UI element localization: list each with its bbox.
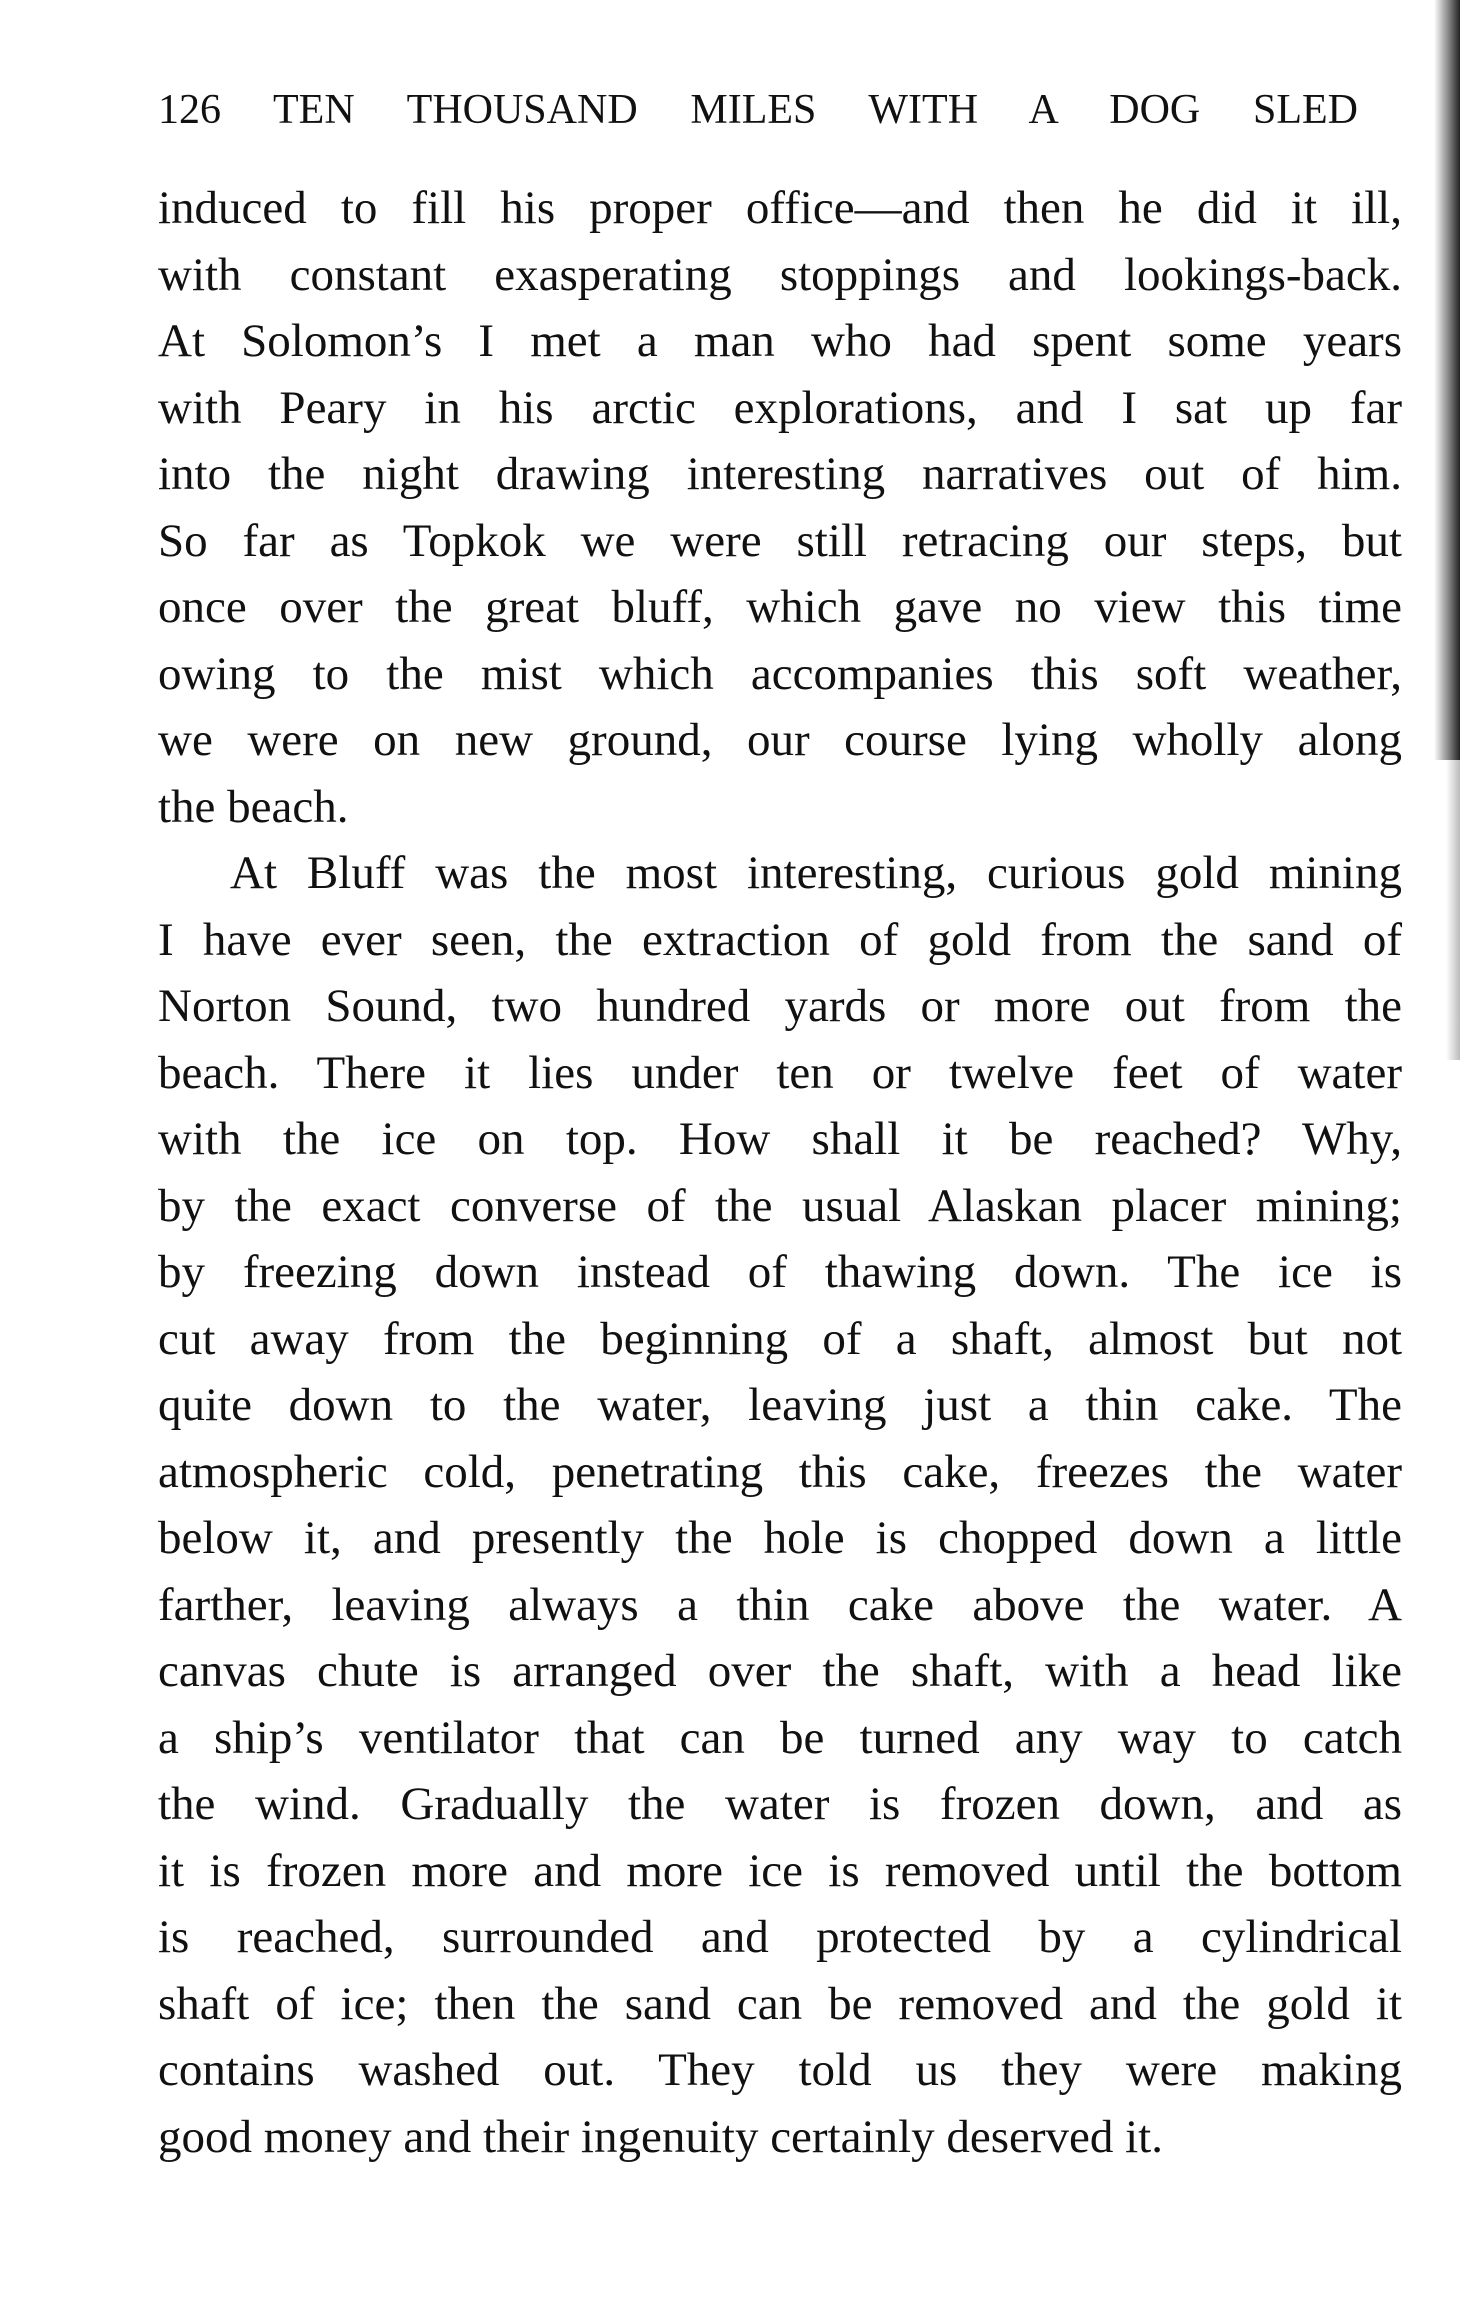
text-line: with the ice on top. How shall it be reached? Why, bbox=[158, 1113, 1402, 1165]
text-line: with constant exasperating stoppings and lookings-back. bbox=[158, 248, 1402, 301]
scan-edge-shadow bbox=[1434, 0, 1460, 760]
paragraph bbox=[158, 840, 1402, 2170]
text-line: beach. There it lies under ten or twelve feet of water bbox=[158, 1046, 1402, 1099]
text-line: a ship’s ventilator that can be turned any way to catch bbox=[158, 1711, 1402, 1764]
text-line: cut away from the beginning of a shaft, almost but not bbox=[158, 1312, 1402, 1365]
running-header bbox=[158, 82, 1358, 138]
text-line: Norton Sound, two hundred yards or more out from the bbox=[158, 980, 1402, 1032]
running-title: TEN THOUSAND MILES WITH A DOG SLED bbox=[273, 87, 1358, 133]
text-line: I have ever seen, the extraction of gold from the sand of bbox=[158, 913, 1402, 966]
text-line: farther, leaving always a thin cake above the water. A bbox=[158, 1578, 1402, 1631]
text-line: we were on new ground, our course lying wholly along bbox=[158, 714, 1402, 766]
text-line: with Peary in his arctic explorations, and I sat up far bbox=[158, 381, 1402, 434]
text-line: the wind. Gradually the water is frozen down, and as bbox=[158, 1778, 1402, 1830]
text-line: the beach. bbox=[158, 780, 349, 833]
body-text bbox=[158, 175, 1402, 2170]
text-line: by the exact converse of the usual Alaskan placer mining; bbox=[158, 1179, 1402, 1232]
text-line: below it, and presently the hole is chopped down a little bbox=[158, 1512, 1402, 1564]
text-line: canvas chute is arranged over the shaft, with a head like bbox=[158, 1645, 1402, 1697]
text-line: shaft of ice; then the sand can be removed and the gold it bbox=[158, 1977, 1402, 2030]
text-line: So far as Topkok we were still retracing our steps, but bbox=[158, 514, 1402, 567]
text-line: once over the great bluff, which gave no view this time bbox=[158, 581, 1402, 633]
text-line: atmospheric cold, penetrating this cake, freezes the water bbox=[158, 1445, 1402, 1498]
text-line: At Solomon’s I met a man who had spent some years bbox=[158, 315, 1402, 367]
text-line: by freezing down instead of thawing down. The ice is bbox=[158, 1246, 1402, 1298]
text-line: contains washed out. They told us they were making bbox=[158, 2044, 1402, 2096]
text-line: At Bluff was the most interesting, curious gold mining bbox=[230, 847, 1402, 899]
text-line: owing to the mist which accompanies this soft weather, bbox=[158, 647, 1402, 700]
text-line: is reached, surrounded and protected by a cylindrical bbox=[158, 1911, 1402, 1963]
paragraph bbox=[158, 175, 1402, 840]
page-number: 126 bbox=[158, 87, 221, 133]
text-line: it is frozen more and more ice is removed until the bottom bbox=[158, 1844, 1402, 1897]
text-line: good money and their ingenuity certainly deserved it. bbox=[158, 2110, 1163, 2163]
scan-edge-shadow bbox=[1446, 760, 1460, 1060]
text-line: quite down to the water, leaving just a thin cake. The bbox=[158, 1379, 1402, 1431]
text-line: induced to fill his proper office—and then he did it ill, bbox=[158, 182, 1402, 234]
text-line: into the night drawing interesting narratives out of him. bbox=[158, 448, 1402, 500]
